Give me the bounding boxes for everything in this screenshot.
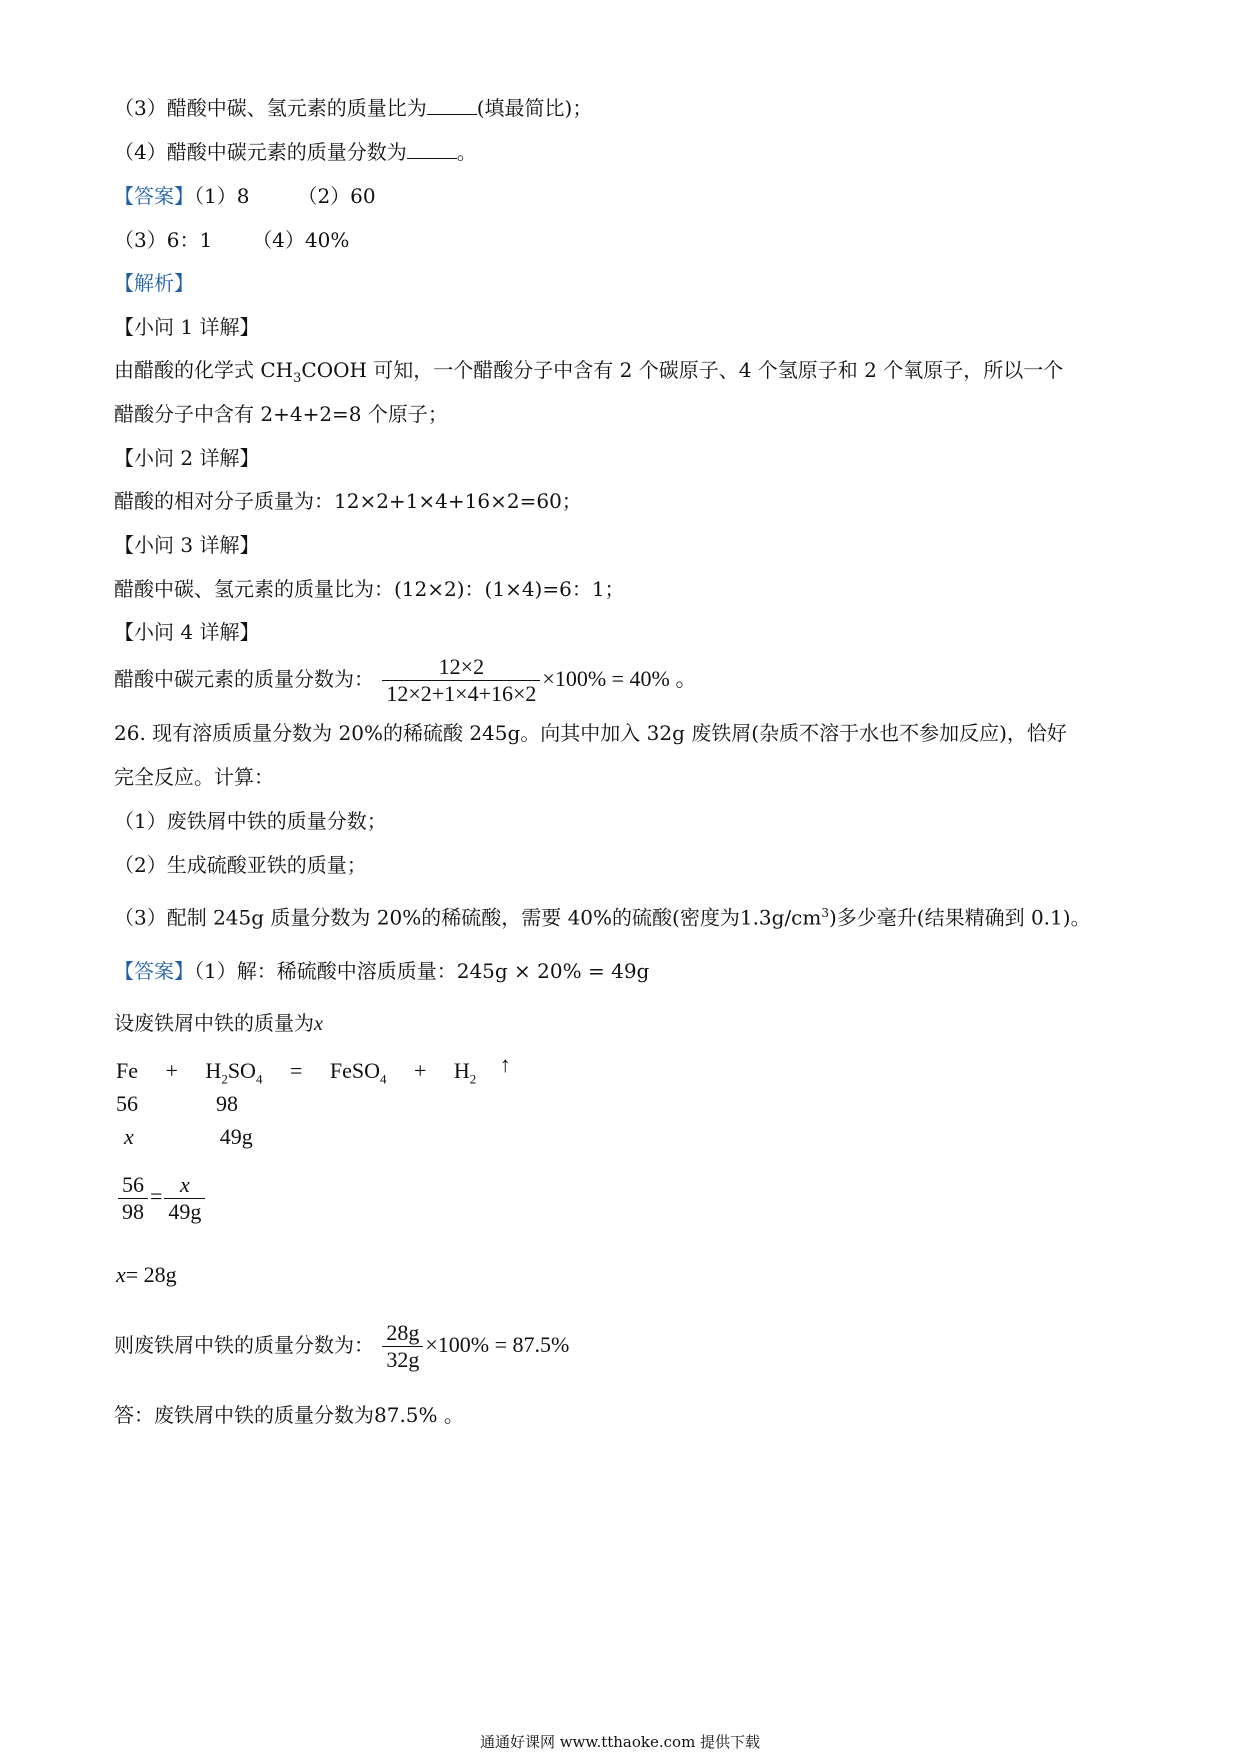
answer-tag: 【答案】 [114, 184, 194, 208]
q25-part3: （3）醋酸中碳、氢元素的质量比为 (填最简比)； [114, 96, 593, 120]
chemical-equation: $Fe + H_2SO_4$ = FeSO$_4$ + $H_2$ ↑ [116, 1052, 511, 1087]
q25-answer-line1: 【答案】（1）8 （2）60 [114, 184, 376, 208]
let-x: 设废铁屑中铁的质量为x [114, 1011, 323, 1035]
q26-p1: （1）废铁屑中铁的质量分数； [114, 809, 387, 833]
mass-row: 56 98 [116, 1091, 238, 1116]
q26-p3: （3）配制 245g 质量分数为 20%的稀硫酸，需要 40%的硫酸(密度为$1.3g/cm^3$)多少毫升(结果精确到 0.1)。 [114, 905, 1091, 930]
mass-fraction: $\frac{12\times 2}{12\times 2+1\times 4+16\times 2}$ [382, 654, 540, 707]
sub3-text: 醋酸中碳、氢元素的质量比为：(12×2)：(1×4)=6：1； [114, 577, 625, 601]
q26-p2: （2）生成硫酸亚铁的质量； [114, 853, 367, 877]
sub4-formula: 醋酸中碳元素的质量分数为： $\frac{12\times 2}{12\times 2+1\times 4+16\times 2}$ ×100% = 40% 。 [114, 654, 698, 706]
answer-blank [407, 140, 457, 159]
answer-tag: 【答案】 [114, 959, 194, 983]
q25-answer-line2: （3）6：1 （4）40% [114, 228, 350, 252]
sub4-title: 【小问 4 详解】 [114, 620, 260, 644]
sub2-text: 醋酸的相对分子质量为：12×2+1×4+16×2=60； [114, 489, 582, 513]
answer-blank [427, 96, 477, 115]
q26-answer1: 【答案】（1）解：稀硫酸中溶质质量：245g × 20% = 49g [114, 959, 650, 983]
sub1-text2: 醋酸分子中含有 2+4+2=8 个原子； [114, 402, 448, 426]
q26-stem1: 26. 现有溶质质量分数为 20%的稀硫酸 245g。向其中加入 32g 废铁屑(杂质不溶于水也不参加反应)，恰好 [114, 721, 1067, 745]
q25-part4: （4）醋酸中碳元素的质量分数为 。 [114, 140, 477, 164]
fraction-line: 则废铁屑中铁的质量分数为： $\frac{28g}{32g}$ ×100% = 87.5% [114, 1320, 570, 1372]
unknown-row: x 49g [124, 1124, 253, 1149]
sub3-title: 【小问 3 详解】 [114, 533, 260, 557]
sub2-title: 【小问 2 详解】 [114, 446, 260, 470]
ratio: $\frac{56}{98}$ = $\frac{x}{49g}$ [116, 1172, 207, 1225]
q26-stem2: 完全反应。计算： [114, 765, 274, 789]
x-result: x= 28g [116, 1262, 177, 1287]
sub1-text1: 由醋酸的化学式 $CH_3COOH$ 可知，一个醋酸分子中含有 2 个碳原子、4 个氢原子和 2 个氧原子，所以一个 [114, 358, 1064, 386]
analysis-tag: 【解析】 [114, 271, 194, 295]
final-answer: 答：废铁屑中铁的质量分数为87.5% 。 [114, 1403, 464, 1427]
gas-arrow-icon: ↑ [499, 1052, 511, 1077]
footer: 通通好课网 www.tthaoke.com 提供下载 [479, 1733, 761, 1751]
sub1-title: 【小问 1 详解】 [114, 315, 260, 339]
